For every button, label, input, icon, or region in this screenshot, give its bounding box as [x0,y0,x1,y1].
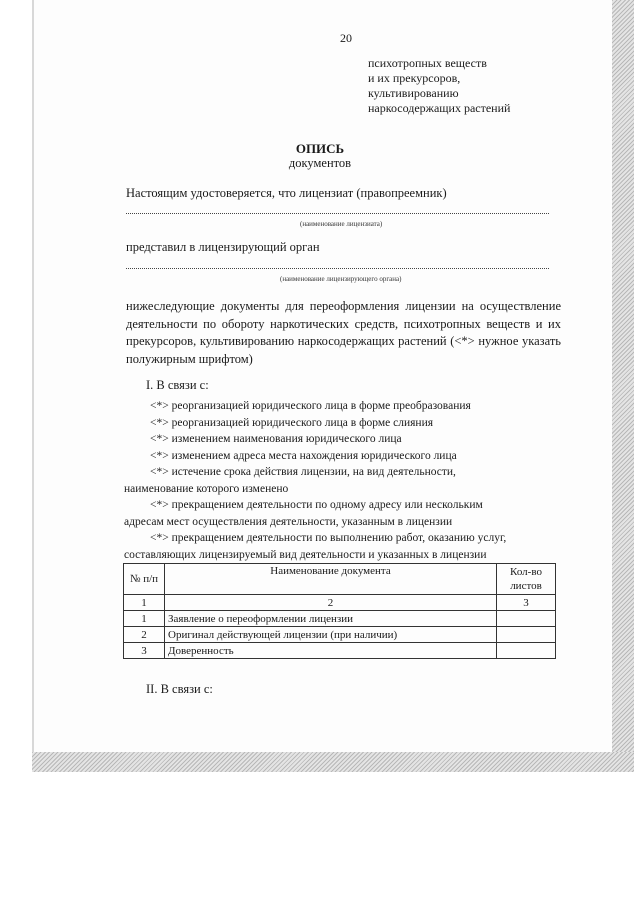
table-cell: Доверенность [165,643,497,659]
list-item: <*> прекращением деятельности по одному адресу или нескольким [150,499,483,511]
table-cell [497,643,556,659]
section-2-heading: II. В связи с: [146,682,213,696]
list-item: <*> реорганизацией юридического лица в форме преобразования [150,400,471,412]
certify-line: Настоящим удостоверяется, что лицензиат (правопреемник) [126,186,447,200]
header-line: психотропных веществ [368,56,487,70]
table-cell: 2 [165,595,497,611]
table-cell: 2 [124,627,165,643]
header-number: № п/п [124,564,165,595]
document-title: ОПИСЬ [295,141,345,156]
list-item: <*> истечение срока действия лицензии, на вид деятельности, [150,466,456,478]
header-block [368,56,510,116]
scan-border-bottom [32,752,634,772]
document-subtitle: документов [288,156,352,170]
table-row [124,627,556,643]
header-line: культивированию [368,86,459,100]
documents-table [123,563,556,659]
table-cell: Заявление о переоформлении лицензии [165,611,497,627]
list-item: <*> реорганизацией юридического лица в форме слияния [150,416,434,429]
list-item: <*> изменением наименования юридического лица [150,433,402,445]
main-paragraph: нижеследующие документы для переоформления лицензии на осуществление деятельности по обороту наркотических средств, психотропных веществ и их прекурсоров, культивированию наркосодержащих растений (<*> нужное указать полужирным шрифтом) [126,299,561,366]
page-number: 20 [340,31,352,45]
table-cell: 1 [124,595,165,611]
scan-border-right [612,0,634,772]
header-line: и их прекурсоров, [368,71,461,85]
list-item: наименование которого изменено [124,482,289,495]
caption-licensee: (наименование лицензиата) [300,220,383,228]
table-cell: 3 [497,595,556,611]
table-numbering-row [124,595,556,611]
list-item: составляющих лицензируемый вид деятельности и указанных в лицензии [124,548,487,561]
section-1-heading: I. В связи с: [146,378,209,392]
table-cell: 1 [124,611,165,627]
table-cell [497,611,556,627]
presented-line: представил в лицензирующий орган [126,240,320,254]
table-header-row [124,564,556,595]
table-row [124,611,556,627]
caption-authority: (наименование лицензирующего органа) [280,275,402,283]
list-item: <*> прекращением деятельности по выполнению работ, оказанию услуг, [150,532,507,544]
header-line: наркосодержащих растений [368,101,511,115]
authority-underline [126,268,549,269]
header-document-name: Наименование документа [165,564,497,595]
table-cell: 3 [124,643,165,659]
licensee-underline [126,213,549,214]
list-item: адресам мест осуществления деятельности, указанным в лицензии [124,515,453,528]
reasons-list [124,398,564,563]
header-sheet-count: Кол-во листов [497,564,556,595]
list-item: <*> изменением адреса места нахождения юридического лица [150,449,457,462]
table-cell: Оригинал действующей лицензии (при наличии) [165,627,497,643]
table-cell [497,627,556,643]
table-row [124,643,556,659]
